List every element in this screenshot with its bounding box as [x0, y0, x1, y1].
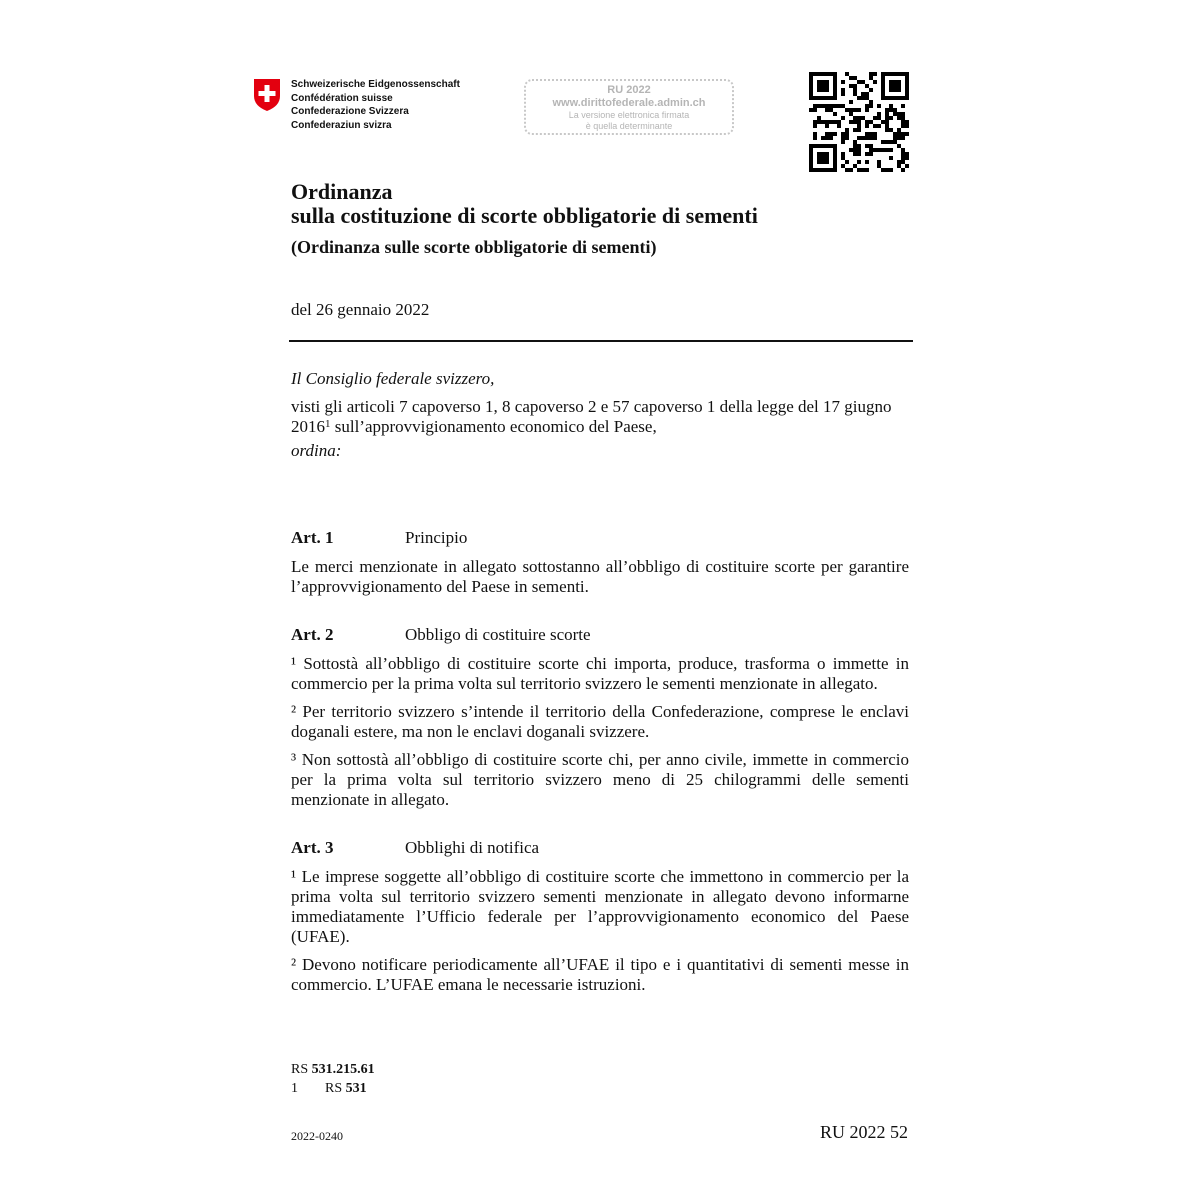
document-short-title: (Ordinanza sulle scorte obbligatorie di sementi): [291, 237, 657, 257]
article-paragraph: ¹ Sottostà all’obbligo di costituire scorte chi importa, produce, trasforma o immette in commercio per la prima volta sul territorio svizzero le sementi menzionate in allegato.: [291, 654, 909, 693]
article-paragraph: ² Per territorio svizzero s’intende il territorio della Confederazione, comprese le enclavi doganali estere, ma non le enclavi doganali svizzere.: [291, 702, 909, 741]
article-title: Obblighi di notifica: [405, 838, 540, 857]
article-title: Principio: [405, 528, 468, 547]
preamble: [291, 369, 911, 461]
divider: [289, 340, 913, 342]
document-date: del 26 gennaio 2022: [291, 300, 430, 319]
footnote-number: 1: [291, 1081, 298, 1096]
article-paragraph: ² Devono notificare periodicamente all’UFAE il tipo e i quantitativi di sementi messe in commercio. L’UFAE emana le necessarie istruzioni.: [291, 955, 909, 994]
article-2: [291, 625, 909, 818]
official-compilation-ref: RU 2022 52: [819, 1122, 908, 1142]
title-line-1: Ordinanza: [291, 179, 393, 204]
federation-name-de: Schweizerische Eidgenossenschaft: [291, 79, 460, 90]
qr-code-icon: [809, 72, 909, 172]
article-number: Art. 3: [291, 838, 334, 857]
preamble-authority: Il Consiglio federale svizzero,: [291, 369, 495, 388]
federation-names: [291, 78, 460, 132]
rs-number: 531.215.61: [311, 1062, 375, 1077]
stamp-note-1: La versione elettronica firmata: [568, 110, 690, 120]
federation-name-fr: Confédération suisse: [291, 92, 393, 104]
article-title: Obbligo di costituire scorte: [405, 625, 591, 644]
stamp-ru: RU 2022: [607, 84, 651, 96]
article-3: [291, 838, 909, 1003]
stamp-website: www.dirittofederale.admin.ch: [552, 97, 706, 109]
article-number: Art. 2: [291, 625, 334, 644]
legal-basis-text: visti gli articoli 7 capoverso 1, 8 capoverso 2 e 57 capoverso 1 della legge del 17 giugno 2016: [291, 397, 892, 436]
stamp-note-2: è quella determinante: [585, 121, 673, 131]
document-code: 2022-0240: [291, 1129, 343, 1143]
preamble-legal-basis: [291, 397, 911, 437]
article-paragraph: ¹ Le imprese soggette all’obbligo di costituire scorte che immettono in commercio per la prima volta sul territorio svizzero sementi menzionate in allegato devono informarne immediatamente l’Ufficio federale per l’approvvigionamento economico del Paese (UFAE).: [291, 867, 909, 946]
article-paragraph: Le merci menzionate in allegato sottostanno all’obbligo di costituire scorte per garantire l’approvvigionamento del Paese in sementi.: [291, 557, 909, 596]
swiss-coat-of-arms-icon: [253, 78, 281, 112]
preamble-decree: ordina:: [291, 441, 342, 460]
electronic-version-stamp: [524, 79, 734, 135]
legal-basis-text-end: sull’approvvigionamento economico del Paese,: [330, 417, 657, 436]
footnote-rs-number: 531: [345, 1081, 367, 1096]
footnote-ref[interactable]: 1: [325, 418, 331, 430]
federation-name-rm: Confederaziun svizra: [291, 119, 392, 131]
footnotes: [291, 1060, 375, 1098]
title-line-2: sulla costituzione di scorte obbligatorie di sementi: [291, 203, 758, 228]
rs-reference: RS 531.215.61: [291, 1062, 375, 1077]
article-number: Art. 1: [291, 528, 334, 547]
article-paragraph: ³ Non sottostà all’obbligo di costituire scorte chi, per anno civile, immette in commercio per la prima volta sul territorio svizzero meno di 25 chilogrammi delle sementi menzionate in allegato.: [291, 750, 909, 809]
document-title: [291, 180, 758, 228]
federation-name-it: Confederazione Svizzera: [291, 106, 409, 117]
footnote-1: 1 RS 531: [291, 1081, 367, 1096]
article-1: [291, 528, 909, 605]
